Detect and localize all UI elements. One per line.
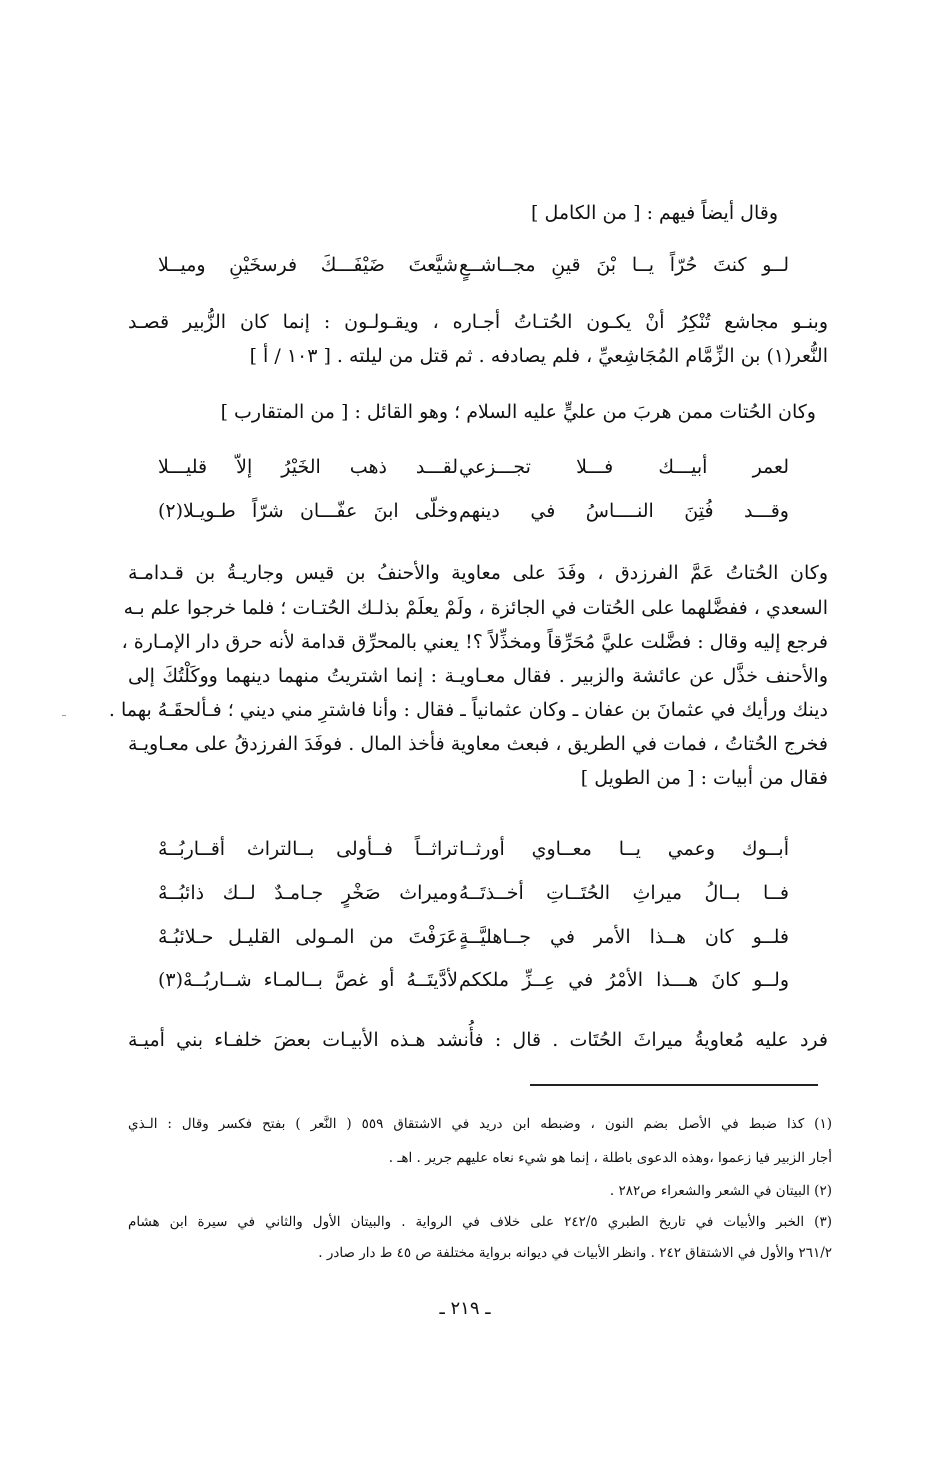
verse-second-hemistich: وخلّى ابنَ عفّـــان شرّاً طـويـلا(٢) xyxy=(158,500,458,522)
page-number: ـ ٢١٩ ـ xyxy=(439,1298,491,1319)
paragraph-line: وبنـو مجاشع تُنْكِرُ أنْ يكـون الحُتـاتُ أجـاره ، ويقـولـون : إنما كان الزُّبير قصـد xyxy=(128,311,828,333)
verse-first-hemistich: ولــو كانَ هـــذا الأمْرُ في عِــزِّ ملككم xyxy=(459,969,789,991)
verse-second-hemistich: عَرَفْتَ من المـولى القليـل حـلائبُـهْ xyxy=(158,926,458,948)
footnote-separator xyxy=(530,1084,818,1086)
verse-first-hemistich: لــو كنتَ حُرّاً يــا بْنَ قينِ مجــاشــعٍ xyxy=(459,254,789,276)
paragraph-line: النُّعر(١) بن الزِّمَّام المُجَاشِعيِّ ، فلم يصادفه . ثم قتل من ليلته . [ ١٠٣ / أ ] xyxy=(249,345,828,367)
paragraph-line: والأحنف خذَّل عن عائشة والزبير . فقال معـاويـة : إنما اشتريتُ منهما دينهما ووكَلْتُكَ إلى xyxy=(128,665,828,687)
paragraph-line: وكان الحُتاتُ عَمَّ الفرزدق ، وفَدَ على معاوية والأحنفُ بن قيس وجاريـةُ بن قـدامـة xyxy=(128,562,828,584)
poem-intro: وقال أيضاً فيهم : [ من الكامل ] xyxy=(531,202,778,224)
footnote-1-continued: أجار الزبير فيا زعموا ،وهذه الدعوى باطلة ، إنما هو شيء نعاه عليهم جرير . اهـ . xyxy=(388,1150,832,1166)
verse-second-hemistich: تراثــاً فــأولى بــالتراث أقــاربُــهْ xyxy=(158,838,458,860)
verse-second-hemistich: لقـــد ذهب الخَيْرُ إلاّ قليـــلا xyxy=(158,456,458,478)
paragraph-line: فرجع إليه وقال : فضَّلت عليَّ مُحَرِّقاً ومخذِّلاً ؟! يعني بالمحرِّق قدامة لأنه حرق دار الإمـارة ، xyxy=(121,631,828,653)
footnote-1: (١) كذا ضبط في الأصل بضم النون ، وضبطه ابن دريد في الاشتقاق ٥٥٩ ( النَّعر ) بفتح فكسر وقال : الـذي xyxy=(128,1116,832,1132)
paragraph-line: دينك ورأيك في عثمانَ بن عفان ـ وكان عثمانياً ـ فقال : وأنا فاشترِ مني ديني ؛ فـألحقَـهُ بهما . xyxy=(108,699,828,721)
paragraph-line: فخرج الحُتاتُ ، فمات في الطريق ، فبعث معاوية فأخذ المال . فوفَدَ الفرزدقُ على معـاويـة xyxy=(128,733,828,755)
paragraph-line: فقال من أبيات : [ من الطويل ] xyxy=(580,767,828,789)
paragraph-line: السعدي ، ففضَّلهما على الحُتات في الجائزة ، ولَمْ يعلَمْ بذلـك الحُتـات ؛ فلما خرجوا علم بـه xyxy=(123,597,828,619)
verse-second-hemistich: وميراث صَخْرٍ جـامـدٌ لــك ذائبُــهْ xyxy=(158,882,458,904)
verse-first-hemistich: أبــوك وعمي يــا معــاوي أورثــا xyxy=(459,838,789,860)
verse-first-hemistich: فــا بــالُ ميراثِ الحُتَــاتِ أخــذتَــهُ xyxy=(459,882,789,904)
scan-speck xyxy=(62,715,66,716)
verse-first-hemistich: وقـــد فُتِنَ النــــاسُ في دينهم xyxy=(459,500,789,522)
verse-first-hemistich: فلــو كان هــذا الأمر في جــاهليَّــةٍ xyxy=(459,926,789,948)
footnote-3: (٣) الخبر والأبيات في تاريخ الطبري ٢٤٢/٥ على خلاف في الرواية . والبيتان الأول والثاني في سيرة ابن هشام xyxy=(128,1214,832,1230)
paragraph-line: فرد عليه مُعاويةُ ميراثَ الحُتَات . قال : فأُنشد هـذه الأبيـات بعضَ خلفـاء بني أميـة xyxy=(128,1029,828,1051)
verse-second-hemistich: لأدَّيتَــهُ أو غصَّ بــالمـاء شــاربُــهْ(٣) xyxy=(158,969,458,991)
poem-intro: وكان الحُتات ممن هربَ من عليٍّ عليه السلام ؛ وهو القائل : [ من المتقارب ] xyxy=(220,401,816,423)
verse-first-hemistich: لعمر أبيـــك فـــلا تجـــزعي xyxy=(459,456,789,478)
footnote-2: (٢) البيتان في الشعر والشعراء ص٢٨٢ . xyxy=(609,1183,832,1199)
footnote-3-continued: ٢٦١/٢ والأول في الاشتقاق ٢٤٢ . وانظر الأبيات في ديوانه برواية مختلفة ص ٤٥ ط دار صادر . xyxy=(318,1245,832,1261)
verse-second-hemistich: شيَّعتَ ضَيْفَـــكَ فرسخَيْنِ وميــلا xyxy=(158,254,458,276)
